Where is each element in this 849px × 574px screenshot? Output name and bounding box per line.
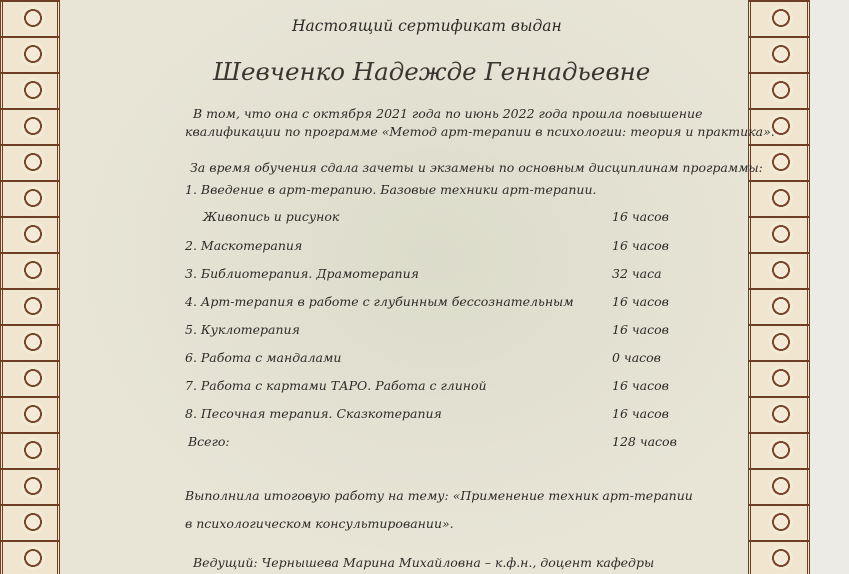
- subject-hours: 16 часов: [612, 322, 669, 337]
- final-work-line-1: Выполнила итоговую работу на тему: «Применение техник арт-терапии: [185, 488, 693, 503]
- subjects-lead: За время обучения сдала зачеты и экзамены по основным дисциплинам программы:: [190, 160, 763, 175]
- recipient-name: Шевченко Надежде Геннадьевне: [213, 57, 651, 86]
- subject-title: 1. Введение в арт-терапию. Базовые техники арт-терапии.: [185, 182, 597, 197]
- subject-hours: 16 часов: [612, 294, 669, 309]
- subject-title: Живопись и рисунок: [203, 209, 340, 224]
- subject-title: 6. Работа с мандалами: [185, 350, 342, 365]
- subject-title: 3. Библиотерапия. Драмотерапия: [185, 266, 419, 281]
- ornamental-border-right: [748, 0, 810, 574]
- subject-hours: 0 часов: [612, 350, 661, 365]
- certificate-heading: Настоящий сертификат выдан: [292, 17, 562, 35]
- subject-hours: 16 часов: [612, 406, 669, 421]
- subject-title: 7. Работа с картами ТАРО. Работа с глиной: [185, 378, 487, 393]
- leader-line: Ведущий: Чернышева Марина Михайловна – к.ф.н., доцент кафедры: [193, 555, 655, 570]
- intro-line-1: В том, что она с октября 2021 года по июнь 2022 года прошла повышение: [193, 106, 703, 121]
- intro-line-2: квалификации по программе «Метод арт-терапии в психологии: теория и практика».: [185, 124, 775, 139]
- total-hours: 128 часов: [612, 434, 677, 449]
- subject-hours: 16 часов: [612, 238, 669, 253]
- subject-hours: 16 часов: [612, 378, 669, 393]
- subject-title: 2. Маскотерапия: [185, 238, 303, 253]
- subject-hours: 16 часов: [612, 209, 669, 224]
- subject-title: 5. Куклотерапия: [185, 322, 300, 337]
- subject-title: 4. Арт-терапия в работе с глубинным бессознательным: [185, 294, 574, 309]
- total-label: Всего:: [188, 434, 230, 449]
- subject-hours: 32 часа: [612, 266, 662, 281]
- page-edge: [810, 0, 849, 574]
- final-work-line-2: в психологическом консультировании».: [185, 516, 454, 531]
- subject-title: 8. Песочная терапия. Сказкотерапия: [185, 406, 442, 421]
- ornamental-border-left: [0, 0, 60, 574]
